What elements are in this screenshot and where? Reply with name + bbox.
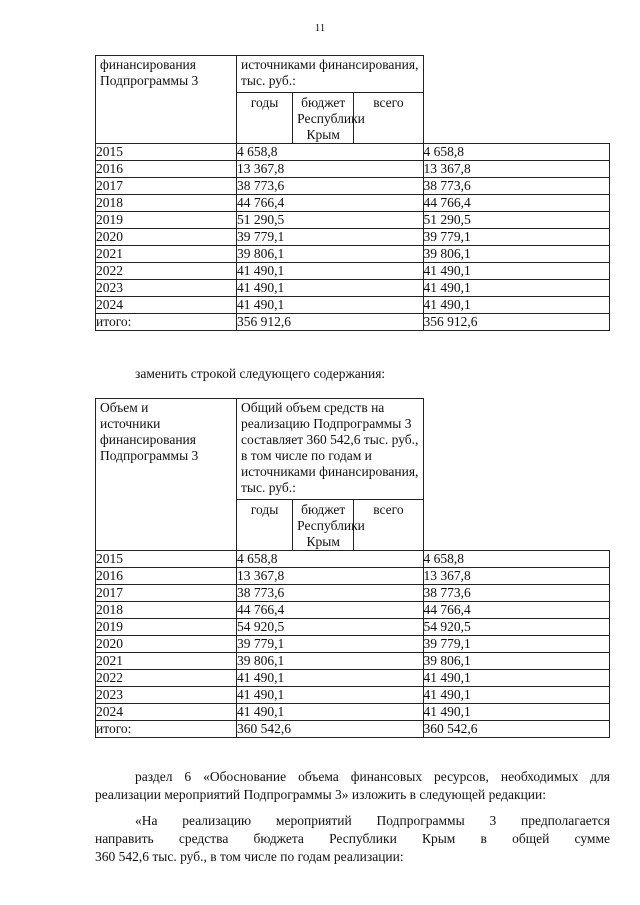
table-cell: 2019 (96, 619, 237, 636)
text-line: бюджет (301, 95, 346, 110)
table-row (96, 602, 610, 619)
text-line: Общий объем средств на реализацию Подпрограммы 3 (241, 400, 412, 431)
table-row (96, 314, 610, 331)
table-cell: 44 766,4 (237, 195, 424, 212)
text-line: Республики (297, 518, 365, 533)
table-cell: 2016 (96, 568, 237, 585)
table-row (96, 229, 610, 246)
table-cell: 2024 (96, 297, 237, 314)
table-cell: 41 490,1 (423, 263, 610, 280)
table-cell: 41 490,1 (423, 670, 610, 687)
table-cell: 2019 (96, 212, 237, 229)
table-right-cell (237, 56, 424, 144)
year-breakdown-table (237, 499, 423, 550)
table-cell: 2023 (96, 280, 237, 297)
table-cell: 2017 (96, 585, 237, 602)
column-header (293, 93, 365, 144)
table-cell: 54 920,5 (423, 619, 610, 636)
table-cell: 4 658,8 (423, 551, 610, 568)
table-cell: 41 490,1 (237, 704, 424, 721)
table-row (96, 721, 610, 738)
table-cell: 4 658,8 (237, 551, 424, 568)
text-line: всего (373, 95, 404, 110)
table-cell: 2021 (96, 246, 237, 263)
table-cell: 2018 (96, 602, 237, 619)
table-cell: 13 367,8 (423, 568, 610, 585)
text-line: финансирования (100, 432, 196, 447)
table-cell: 2021 (96, 653, 237, 670)
table-cell: 2015 (96, 144, 237, 161)
table-cell: 4 658,8 (237, 144, 424, 161)
table-row (96, 585, 610, 602)
replace-instruction: заменить строкой следующего содержания: (135, 366, 386, 381)
table-cell: 4 658,8 (423, 144, 610, 161)
table-cell: 44 766,4 (423, 602, 610, 619)
text-line: Подпрограммы 3 (100, 73, 199, 88)
table-cell: 39 806,1 (423, 246, 610, 263)
column-header (237, 93, 293, 144)
text-line: бюджет (301, 502, 346, 517)
section-6-paragraph (95, 768, 610, 804)
table-cell: 2017 (96, 178, 237, 195)
table-cell: 41 490,1 (423, 704, 610, 721)
table-cell: 360 542,6 (237, 721, 424, 738)
table-cell: итого: (96, 721, 237, 738)
text-line: Республики (297, 111, 365, 126)
table-cell: 2016 (96, 161, 237, 178)
text-line: реализации мероприятий Подпрограммы 3» изложить в следующей редакции: (95, 787, 546, 802)
text-line: источниками финансирования, тыс. руб.: (241, 57, 419, 88)
table-row (96, 212, 610, 229)
text-line: источниками финансирования, тыс. руб.: (241, 464, 419, 495)
text-line: 360 542,6 тыс. руб., в том числе по годам реализации: (95, 849, 404, 864)
table-row (96, 246, 610, 263)
text-line: источники (100, 416, 161, 431)
table-cell: 2023 (96, 687, 237, 704)
table-row (96, 619, 610, 636)
table-cell: 39 806,1 (423, 653, 610, 670)
text-line: Крым (306, 127, 340, 142)
text-line: всего (373, 502, 404, 517)
table-row (96, 687, 610, 704)
table-cell: 51 290,5 (423, 212, 610, 229)
table-row (96, 704, 610, 721)
table-row (96, 144, 610, 161)
table-row (96, 195, 610, 212)
table-cell: 41 490,1 (237, 280, 424, 297)
table-cell: 2020 (96, 636, 237, 653)
table-cell: 356 912,6 (237, 314, 424, 331)
funding-table-old (95, 55, 610, 331)
table-header-text (237, 399, 423, 499)
table-cell: 13 367,8 (423, 161, 610, 178)
table-cell: 54 920,5 (237, 619, 424, 636)
table-cell: 41 490,1 (237, 687, 424, 704)
table-cell: 38 773,6 (237, 178, 424, 195)
table-row (96, 551, 610, 568)
table-row (96, 653, 610, 670)
table-row (96, 297, 610, 314)
table-cell: 39 806,1 (237, 246, 424, 263)
table-cell: 41 490,1 (423, 687, 610, 704)
text-line: Объем и (100, 400, 149, 415)
table-cell: 41 490,1 (237, 297, 424, 314)
page-number: 11 (314, 22, 326, 34)
table-row (96, 670, 610, 687)
table-cell: 51 290,5 (237, 212, 424, 229)
table-left-label (96, 56, 237, 144)
table-cell: 39 806,1 (237, 653, 424, 670)
table-cell: 2020 (96, 229, 237, 246)
table-cell: 38 773,6 (423, 585, 610, 602)
table-cell: 39 779,1 (237, 229, 424, 246)
table-cell: 41 490,1 (237, 263, 424, 280)
text-line: Подпрограммы 3 (100, 448, 199, 463)
table-cell: 2018 (96, 195, 237, 212)
text-line: составляет 360 542,6 тыс. руб., в том числе по годам и (241, 432, 419, 463)
table-cell: 360 542,6 (423, 721, 610, 738)
text-line: финансирования (100, 57, 196, 72)
table-cell: 41 490,1 (423, 297, 610, 314)
table-row (96, 178, 610, 195)
table-header-text (237, 56, 423, 92)
table-cell: 13 367,8 (237, 161, 424, 178)
table-left-label (96, 399, 237, 551)
table-cell: 356 912,6 (423, 314, 610, 331)
text-line: годы (250, 502, 279, 517)
table-cell: 44 766,4 (237, 602, 424, 619)
table-cell: 39 779,1 (237, 636, 424, 653)
table-cell: 13 367,8 (237, 568, 424, 585)
table-cell: 2022 (96, 670, 237, 687)
table-right-cell (237, 399, 424, 551)
table-row (96, 568, 610, 585)
text-line: раздел 6 «Обоснование объема финансовых ресурсов, необходимых для (135, 769, 610, 784)
table-cell: 39 779,1 (423, 229, 610, 246)
table-row (96, 636, 610, 653)
text-line: «На реализацию мероприятий Подпрограммы 3 предполагается (135, 813, 610, 828)
table-row (96, 263, 610, 280)
table-cell: 2015 (96, 551, 237, 568)
table-cell: 39 779,1 (423, 636, 610, 653)
column-header (293, 500, 365, 551)
column-header (237, 500, 293, 551)
table-row (96, 280, 610, 297)
year-breakdown-table (237, 92, 423, 143)
table-cell: 2022 (96, 263, 237, 280)
quote-paragraph (95, 812, 610, 866)
table-cell: 41 490,1 (237, 670, 424, 687)
table-cell: 38 773,6 (237, 585, 424, 602)
table-cell: итого: (96, 314, 237, 331)
table-cell: 44 766,4 (423, 195, 610, 212)
text-line: Крым (306, 534, 340, 549)
funding-table-new (95, 398, 610, 738)
table-cell: 41 490,1 (423, 280, 610, 297)
table-cell: 38 773,6 (423, 178, 610, 195)
text-line: направить средства бюджета Республики Крым в общей сумме (95, 831, 610, 846)
table-cell: 2024 (96, 704, 237, 721)
text-line: годы (250, 95, 279, 110)
table-row (96, 161, 610, 178)
